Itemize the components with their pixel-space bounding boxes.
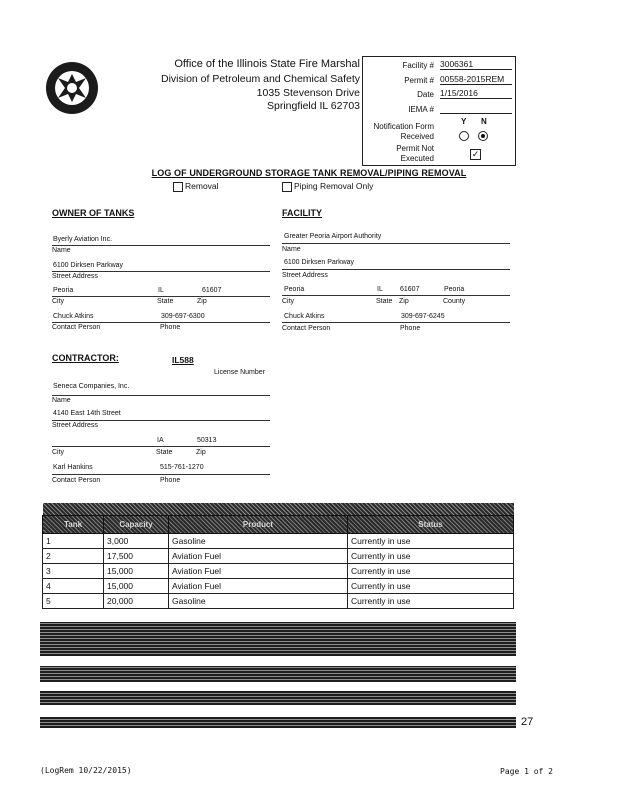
iema-number-label: IEMA # — [408, 105, 434, 114]
facility-zip-label: Zip — [399, 298, 409, 305]
notification-label-1: Notification Form — [373, 122, 434, 131]
tank-status: Currently in use — [348, 534, 514, 549]
date-value: 1/15/2016 — [440, 88, 512, 99]
contractor-street-line — [52, 420, 270, 421]
tank-capacity: 17,500 — [104, 549, 169, 564]
contractor-city-line — [52, 446, 270, 447]
owner-street-line — [52, 271, 270, 272]
notification-label-2: Received — [400, 132, 434, 141]
contractor-phone-label: Phone — [160, 477, 181, 484]
page-marker: 27 — [521, 716, 534, 728]
contractor-name-line — [52, 395, 270, 396]
owner-city-label: City — [52, 298, 65, 305]
contractor-street-label: Street Address — [52, 422, 98, 429]
facility-street-label: Street Address — [282, 272, 328, 279]
contractor-contact-label: Contact Person — [52, 477, 101, 484]
owner-city-line — [52, 296, 270, 297]
city-line: Springfield IL 62703 — [266, 100, 360, 112]
tank-number: 2 — [43, 549, 104, 564]
facility-number-value: 3006361 — [440, 59, 512, 70]
tank-product: Aviation Fuel — [169, 579, 348, 594]
iema-number-value — [440, 103, 512, 114]
contractor-contact: Karl Hankins — [53, 464, 93, 471]
office-title: Office of the Illinois State Fire Marshal — [174, 58, 360, 70]
table-row — [43, 594, 514, 609]
tank-number: 4 — [43, 579, 104, 594]
tank-status: Currently in use — [348, 579, 514, 594]
facility-city-label: City — [282, 298, 295, 305]
facility-county-label: County — [443, 298, 466, 305]
log-title: LOG OF UNDERGROUND STORAGE TANK REMOVAL/PIPING REMOVAL — [151, 168, 467, 178]
owner-street: 6100 Dirksen Parkway — [53, 262, 124, 269]
fire-marshal-seal — [46, 62, 98, 114]
tank-table — [42, 503, 514, 609]
facility-contact-line — [282, 322, 510, 323]
tank-number: 5 — [43, 594, 104, 609]
capacity-column-header: Capacity — [104, 516, 169, 534]
owner-state-label: State — [157, 298, 174, 305]
tank-number: 1 — [43, 534, 104, 549]
facility-city-line — [282, 295, 510, 296]
table-row — [43, 579, 514, 594]
owner-state: IL — [158, 287, 164, 294]
license-number-label: License Number — [214, 369, 265, 376]
table-row — [43, 564, 514, 579]
piping-removal-label: Piping Removal Only — [294, 181, 374, 191]
facility-contact-label: Contact Person — [282, 325, 331, 332]
permit-not-executed-label-1: Permit Not — [396, 144, 434, 153]
tank-status: Currently in use — [348, 594, 514, 609]
facility-city: Peoria — [284, 286, 305, 293]
contractor-name-label: Name — [52, 397, 71, 404]
yes-column-label: Y — [461, 117, 467, 126]
owner-street-label: Street Address — [52, 273, 98, 280]
facility-name-line — [282, 243, 510, 244]
tank-capacity: 3,000 — [104, 534, 169, 549]
contractor-state: IA — [157, 437, 164, 444]
redacted-block-2 — [40, 666, 516, 682]
table-row — [43, 534, 514, 549]
tank-product: Gasoline — [169, 594, 348, 609]
piping-removal-option[interactable] — [282, 181, 373, 192]
redacted-block-3 — [40, 691, 516, 705]
contractor-zip: 50313 — [197, 437, 217, 444]
facility-name-label: Name — [282, 246, 301, 253]
contractor-zip-label: Zip — [196, 449, 206, 456]
notification-no-radio[interactable] — [478, 131, 488, 141]
contractor-phone: 515-761-1270 — [160, 464, 204, 471]
contractor-heading: CONTRACTOR: — [52, 353, 119, 363]
contractor-license-value: IL588 — [172, 355, 194, 365]
product-column-header: Product — [169, 516, 348, 534]
division-title: Division of Petroleum and Chemical Safety — [160, 73, 360, 85]
owner-contact-line — [52, 322, 270, 323]
removal-checkbox[interactable] — [173, 182, 183, 192]
permit-not-executed-checkbox[interactable]: ✓ — [471, 149, 480, 159]
redacted-block-1 — [40, 622, 516, 656]
no-column-label: N — [481, 117, 487, 126]
contractor-street: 4140 East 14th Street — [53, 410, 121, 417]
table-header-row — [43, 516, 514, 534]
tank-capacity: 20,000 — [104, 594, 169, 609]
contractor-city-label: City — [52, 449, 65, 456]
maltese-cross-icon — [46, 62, 98, 114]
contractor-name: Seneca Companies, Inc. — [53, 383, 130, 390]
facility-phone-label: Phone — [400, 325, 421, 332]
owner-name: Byerly Aviation Inc. — [53, 236, 113, 243]
tank-status: Currently in use — [348, 549, 514, 564]
facility-phone: 309-697-6245 — [401, 313, 445, 320]
facility-state: IL — [377, 286, 383, 293]
page-number: Page 1 of 2 — [500, 767, 553, 776]
contractor-state-label: State — [156, 449, 173, 456]
tank-product: Aviation Fuel — [169, 549, 348, 564]
owner-zip-label: Zip — [197, 298, 207, 305]
owner-phone: 309-697-6300 — [161, 313, 205, 320]
owner-phone-label: Phone — [160, 324, 181, 331]
address-line: 1035 Stevenson Drive — [256, 87, 360, 99]
owner-zip: 61607 — [202, 287, 222, 294]
tank-number: 3 — [43, 564, 104, 579]
table-row — [43, 549, 514, 564]
form-revision: (LogRem 10/22/2015) — [40, 766, 132, 775]
facility-name: Greater Peoria Airport Authority — [284, 233, 382, 240]
contractor-contact-line — [52, 474, 270, 475]
facility-contact: Chuck Atkins — [284, 313, 325, 320]
tank-column-header: Tank — [43, 516, 104, 534]
owner-name-label: Name — [52, 247, 71, 254]
tank-status: Currently in use — [348, 564, 514, 579]
facility-state-label: State — [376, 298, 393, 305]
facility-heading: FACILITY — [282, 208, 322, 218]
owner-city: Peoria — [53, 287, 74, 294]
tank-capacity: 15,000 — [104, 564, 169, 579]
notification-yes-radio[interactable] — [459, 131, 469, 141]
owner-contact: Chuck Atkins — [53, 313, 94, 320]
owner-heading: OWNER OF TANKS — [52, 208, 135, 218]
permit-number-label: Permit # — [404, 76, 434, 85]
facility-number-label: Facility # — [402, 61, 434, 70]
facility-county: Peoria — [444, 286, 465, 293]
permit-number-value: 00558-2015REM — [440, 74, 512, 85]
facility-street-line — [282, 269, 510, 270]
tank-product: Aviation Fuel — [169, 564, 348, 579]
permit-not-executed-label-2: Executed — [400, 154, 434, 163]
facility-street: 6100 Dirksen Parkway — [284, 259, 355, 266]
tank-capacity: 15,000 — [104, 579, 169, 594]
date-label: Date — [417, 90, 434, 99]
owner-name-line — [52, 245, 270, 246]
table-title-band — [43, 503, 514, 516]
removal-label: Removal — [185, 181, 219, 191]
facility-zip: 61607 — [400, 286, 420, 293]
removal-option[interactable] — [173, 181, 219, 192]
status-column-header: Status — [348, 516, 514, 534]
tank-product: Gasoline — [169, 534, 348, 549]
piping-removal-checkbox[interactable] — [282, 182, 292, 192]
redacted-block-4 — [40, 717, 516, 728]
owner-contact-label: Contact Person — [52, 324, 101, 331]
